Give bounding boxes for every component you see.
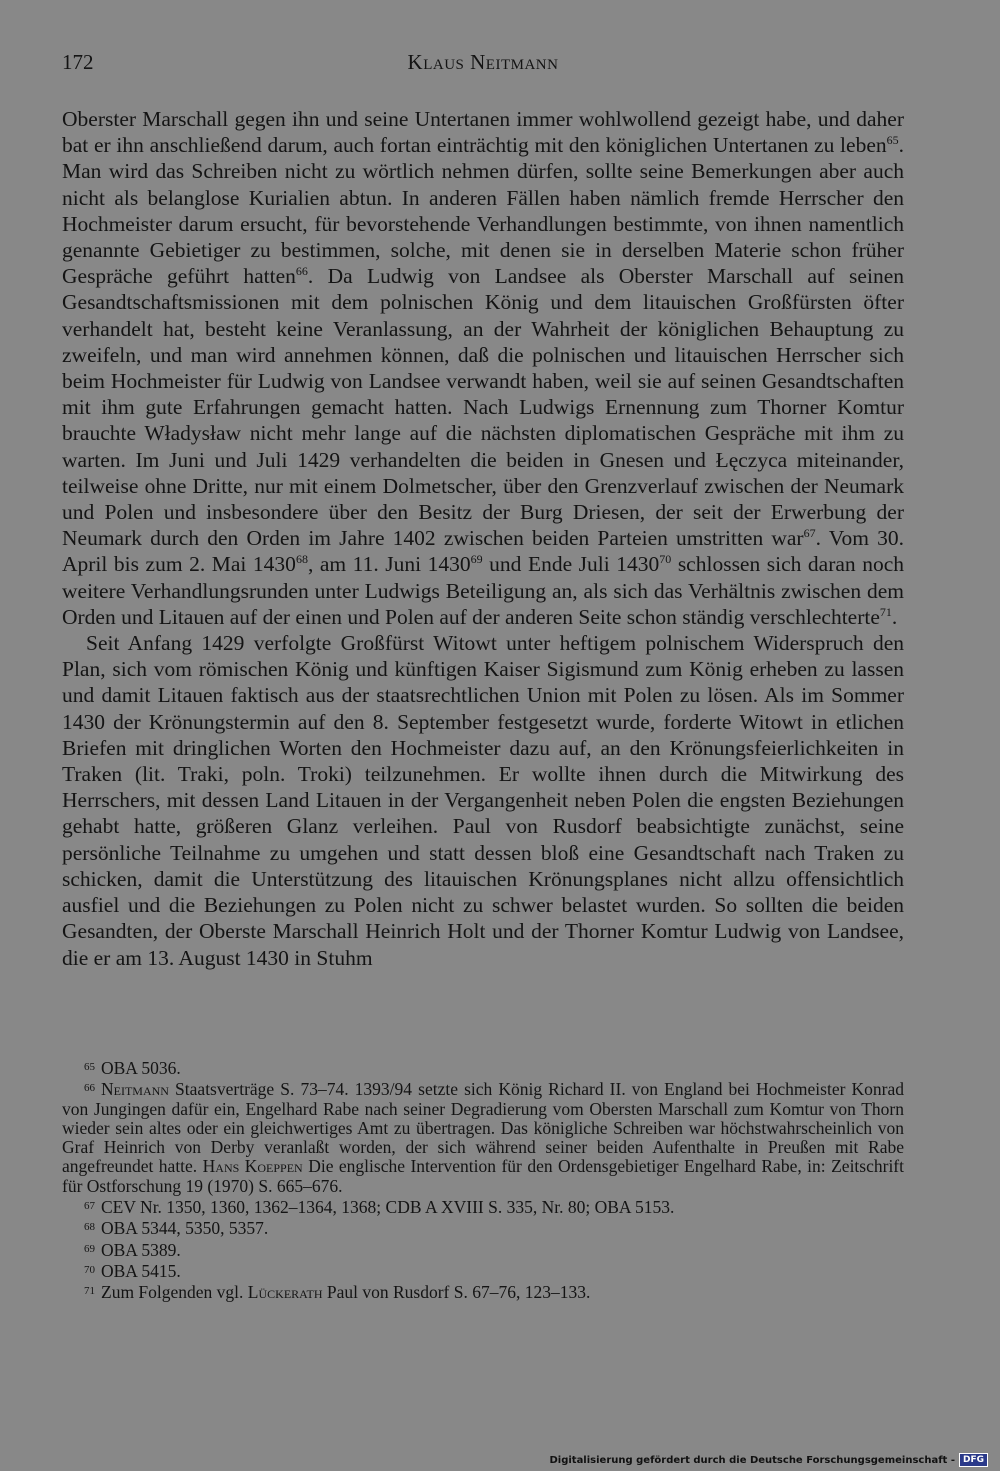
footnote-number: 70 — [84, 1263, 95, 1276]
footnotes — [62, 1058, 904, 1304]
text-run: , am 11. Juni 1430 — [307, 552, 471, 577]
footnote-number: 66 — [84, 1082, 95, 1095]
footnote — [62, 1197, 904, 1217]
footnote — [62, 1079, 904, 1196]
footnote-ref: 70 — [659, 552, 672, 567]
footnote-number: 67 — [84, 1200, 95, 1213]
footnote-ref: 71 — [879, 604, 892, 619]
body-text — [62, 106, 904, 971]
text-run: Zum Folgenden vgl. — [101, 1282, 248, 1303]
text-run: und Ende Juli 1430 — [482, 552, 660, 577]
author-name: Hans Koeppen — [202, 1156, 303, 1177]
text-run: OBA 5344, 5350, 5357. — [101, 1218, 269, 1239]
footnote-ref: 69 — [470, 552, 483, 567]
footnote — [62, 1218, 904, 1238]
running-head — [62, 50, 904, 80]
text-run: Die englische Intervention für den Ordensgebietiger Engelhard Rabe, in: Zeitschrift für Ostforschung 19 (1970) S. 665–676. — [62, 1156, 904, 1196]
text-run: . Da Ludwig von Landsee als Oberster Marschall auf seinen Gesandtschaftsmissionen mit dem polnischen König und dem litauischen Großfürsten öfter verhandelt hat, besteht keine Veranlassung, an der Wahrheit der königlichen Behauptung zu zweifeln, und man wird annehmen können, daß die polnischen und litauischen Herrscher sich beim Hochmeister für Ludwig von Landsee verwandt haben, weil sie auf seinen Gesandtschaften mit ihm gute Erfahrungen gemacht hatten. Nach Ludwigs Ernennung zum Thorner Komtur brauchte Władysław nicht mehr lange auf die nächsten diplomatischen Gespräche mit ihm zu warten. Im Juni und Juli 1429 verhandelten die beiden in Gnesen und Łęczyca miteinander, teilweise ohne Dritte, nur mit einem Dolmetscher, über den Grenzverlauf zwischen der Neumark und Polen und insbesondere über den Besitz der Burg Driesen, der seit der Erwerbung der Neumark durch den Orden im Jahre 1402 zwischen beiden Parteien umstritten war — [62, 264, 904, 551]
footnote-ref: 66 — [295, 264, 308, 279]
text-run: . Man wird das Schreiben nicht zu wörtlich nehmen dürfen, sollte seine Bemerkungen aber auch nicht als belanglose Kurialien abtun. In anderen Fällen haben nämlich fremde Herrscher den Hochmeister darum ersucht, für bevorstehende Verhandlungen bestimmte, von ihnen namentlich genannte Gebietiger zu bestimmen, solche, mit denen sie in derselben Materie schon früher Gespräche geführt hatten — [62, 133, 904, 289]
paragraph-2: Seit Anfang 1429 verfolgte Großfürst Witowt unter heftigem polnischem Widerspruch den Plan, sich vom römischen König und künftigen Kaiser Sigismund zum König erheben zu lassen und damit Litauen faktisch aus der staatsrechtlichen Union mit Polen zu lösen. Als im Sommer 1430 der Krönungstermin auf den 8. September festgesetzt wurde, forderte Witowt in etlichen Briefen mit dringlichen Worten den Hochmeister dazu auf, an den Krönungsfeierlichkeiten in Traken (lit. Traki, poln. Troki) teilzunehmen. Er wollte ihnen durch die Mitwirkung des Herrschers, mit dessen Land Litauen in der Vergangenheit neben Polen die engsten Beziehungen gehabt hatte, größeren Glanz verleihen. Paul von Rusdorf beabsichtigte zunächst, seine persönliche Teilnahme zu umgehen und statt dessen bloß eine Gesandtschaft nach Traken zu schicken, damit die Unterstützung des litauischen Krönungsplanes nicht allzu offensichtlich ausfiel und die Beziehungen zu Polen nicht zu schwer belastet wurden. So sollten die beiden Gesandten, der Oberste Marschall Heinrich Holt und der Thorner Komtur Ludwig von Landsee, die er am 13. August 1430 in Stuhm — [62, 631, 904, 970]
footnote-number: 68 — [84, 1221, 95, 1234]
paragraph-1 — [62, 106, 904, 630]
text-run: OBA 5415. — [101, 1260, 181, 1281]
footnote-number: 65 — [84, 1061, 95, 1073]
credit-text: Digitalisierung gefördert durch die Deutsche Forschungsgemeinschaft - — [549, 1454, 955, 1466]
footnote-ref: 67 — [803, 526, 816, 541]
text-run: Paul von Rusdorf S. 67–76, 123–133. — [322, 1282, 591, 1303]
footnote-ref: 68 — [295, 552, 308, 567]
text-run: OBA 5036. — [101, 1058, 181, 1078]
digitization-credit — [549, 1452, 988, 1468]
author-name: Neitmann — [101, 1079, 169, 1100]
author-name: Lückerath — [247, 1282, 323, 1303]
footnote-number: 69 — [84, 1242, 95, 1255]
text-run: OBA 5389. — [101, 1239, 181, 1260]
footnote — [62, 1058, 904, 1078]
text-run: . — [891, 604, 898, 629]
text-run: . Vom 30. April bis zum 2. Mai 1430 — [62, 526, 904, 577]
text-run: Oberster Marschall gegen ihn und seine Untertanen immer wohlwollend gezeigt habe, und daher bat er ihn anschließend darum, auch fortan einträchtig mit den königlichen Untertanen zu leben — [62, 107, 904, 158]
page-number: 172 — [62, 50, 94, 74]
dfg-logo: DFG — [959, 1453, 988, 1467]
footnote-ref: 65 — [886, 133, 899, 148]
footnote-number: 71 — [84, 1285, 95, 1298]
footnote — [62, 1282, 904, 1302]
footnote — [62, 1240, 904, 1260]
running-head-author: Klaus Neitmann — [407, 50, 559, 74]
footnote — [62, 1261, 904, 1281]
text-run: schlossen sich daran noch weitere Verhandlungsrunden unter Ludwigs Beteiligung an, als sich das Verhältnis zwischen dem Orden und Litauen auf der einen und Polen auf der anderen Seite schon ständig verschlechterte — [62, 552, 905, 629]
text-run: CEV Nr. 1350, 1360, 1362–1364, 1368; CDB A XVIII S. 335, Nr. 80; OBA 5153. — [101, 1197, 675, 1218]
text-run: Staatsverträge S. 73–74. 1393/94 setzte sich König Richard II. von England bei Hochmeister Konrad von Jungingen dafür ein, Engelhard Rabe nach seiner Degradierung vom Obersten Marschall zum Komtur von Thorn wieder sein altes oder ein gleichwertiges Amt zu übertragen. Das königliche Schreiben war höchstwahrscheinlich von Graf Heinrich von Derby veranlaßt worden, der sich während seiner beiden Aufenthalte in Preußen mit Rabe angefreundet hatte. — [62, 1079, 904, 1177]
